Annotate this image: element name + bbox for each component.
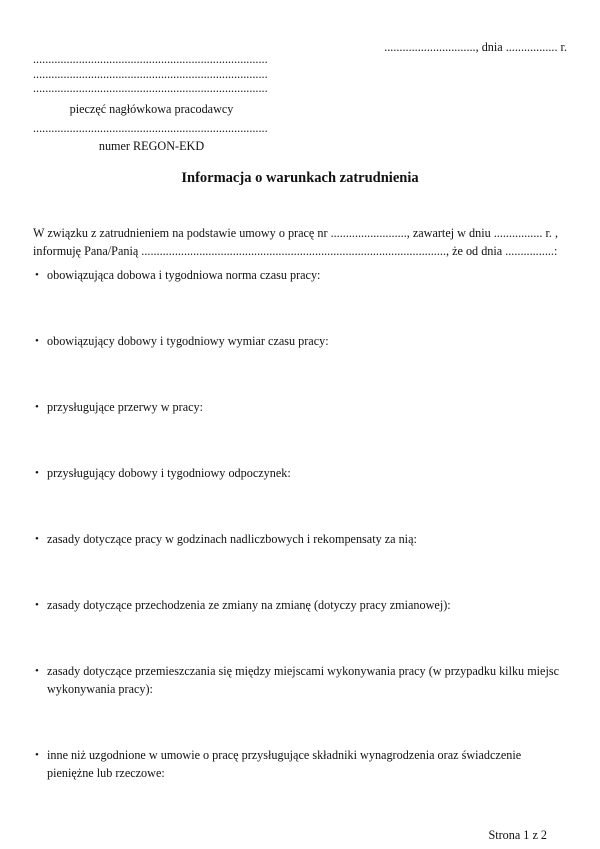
date-placeholder-line: .............................., dnia ................. r. [384,40,567,54]
list-item-working-time-dimension [33,332,560,350]
bullet-icon: • [35,335,39,347]
list-item-shift-change-rules [33,596,560,614]
stamp-dotted-line-3: ............................................................................. [33,81,268,95]
bullet-icon: • [35,269,39,281]
bullet-icon: • [35,749,39,761]
list-item-other-remuneration-components [33,746,560,782]
regon-dotted-line: ............................................................................. [33,120,268,135]
page-number: Strona 1 z 2 [488,828,547,842]
list-item-label: obowiązująca dobowa i tygodniowa norma czasu pracy: [47,268,321,282]
page-title: Informacja o warunkach zatrudnienia [181,170,419,186]
list-item-workplace-movement-rules [33,662,560,698]
regon-caption: numer REGON-EKD [98,139,205,153]
list-item-label: inne niż uzgodnione w umowie o pracę przysługujące składniki wynagrodzenia oraz świadczenie pieniężne lub rzeczowe: [47,748,522,780]
list-item-label: zasady dotyczące pracy w godzinach nadliczbowych i rekompensaty za nią: [47,532,417,546]
bullet-icon: • [35,665,39,677]
bullet-icon: • [35,599,39,611]
list-item-working-time-norm [33,266,560,284]
intro-paragraph [33,224,567,260]
list-item-label: obowiązujący dobowy i tygodniowy wymiar czasu pracy: [47,334,329,348]
list-item-label: zasady dotyczące przechodzenia ze zmiany na zmianę (dotyczy pracy zmianowej): [47,598,451,612]
intro-line-1: W związku z zatrudnieniem na podstawie umowy o pracę nr ........................., zawartej w dniu ................ r. , [33,226,559,240]
employer-stamp-block [33,52,270,154]
list-item-label: zasady dotyczące przemieszczania się między miejscami wykonywania pracy (w przypadku kilku miejsc wykonywania pracy): [47,664,560,696]
list-item-label: przysługujące przerwy w pracy: [47,400,203,414]
intro-line-2: informuję Pana/Panią ...................................................................................................., że od dnia ................: [33,244,558,258]
list-item-rest-periods [33,464,560,482]
employment-conditions-list [33,266,560,830]
list-item-breaks [33,398,560,416]
list-item-overtime-rules [33,530,560,548]
list-item-label: przysługujący dobowy i tygodniowy odpoczynek: [47,466,291,480]
bullet-icon: • [35,533,39,545]
stamp-dotted-line-1: ............................................................................. [33,52,268,66]
bullet-icon: • [35,401,39,413]
stamp-dotted-line-2: ............................................................................. [33,66,268,81]
stamp-caption: pieczęć nagłówkowa pracodawcy [69,101,234,116]
bullet-icon: • [35,467,39,479]
